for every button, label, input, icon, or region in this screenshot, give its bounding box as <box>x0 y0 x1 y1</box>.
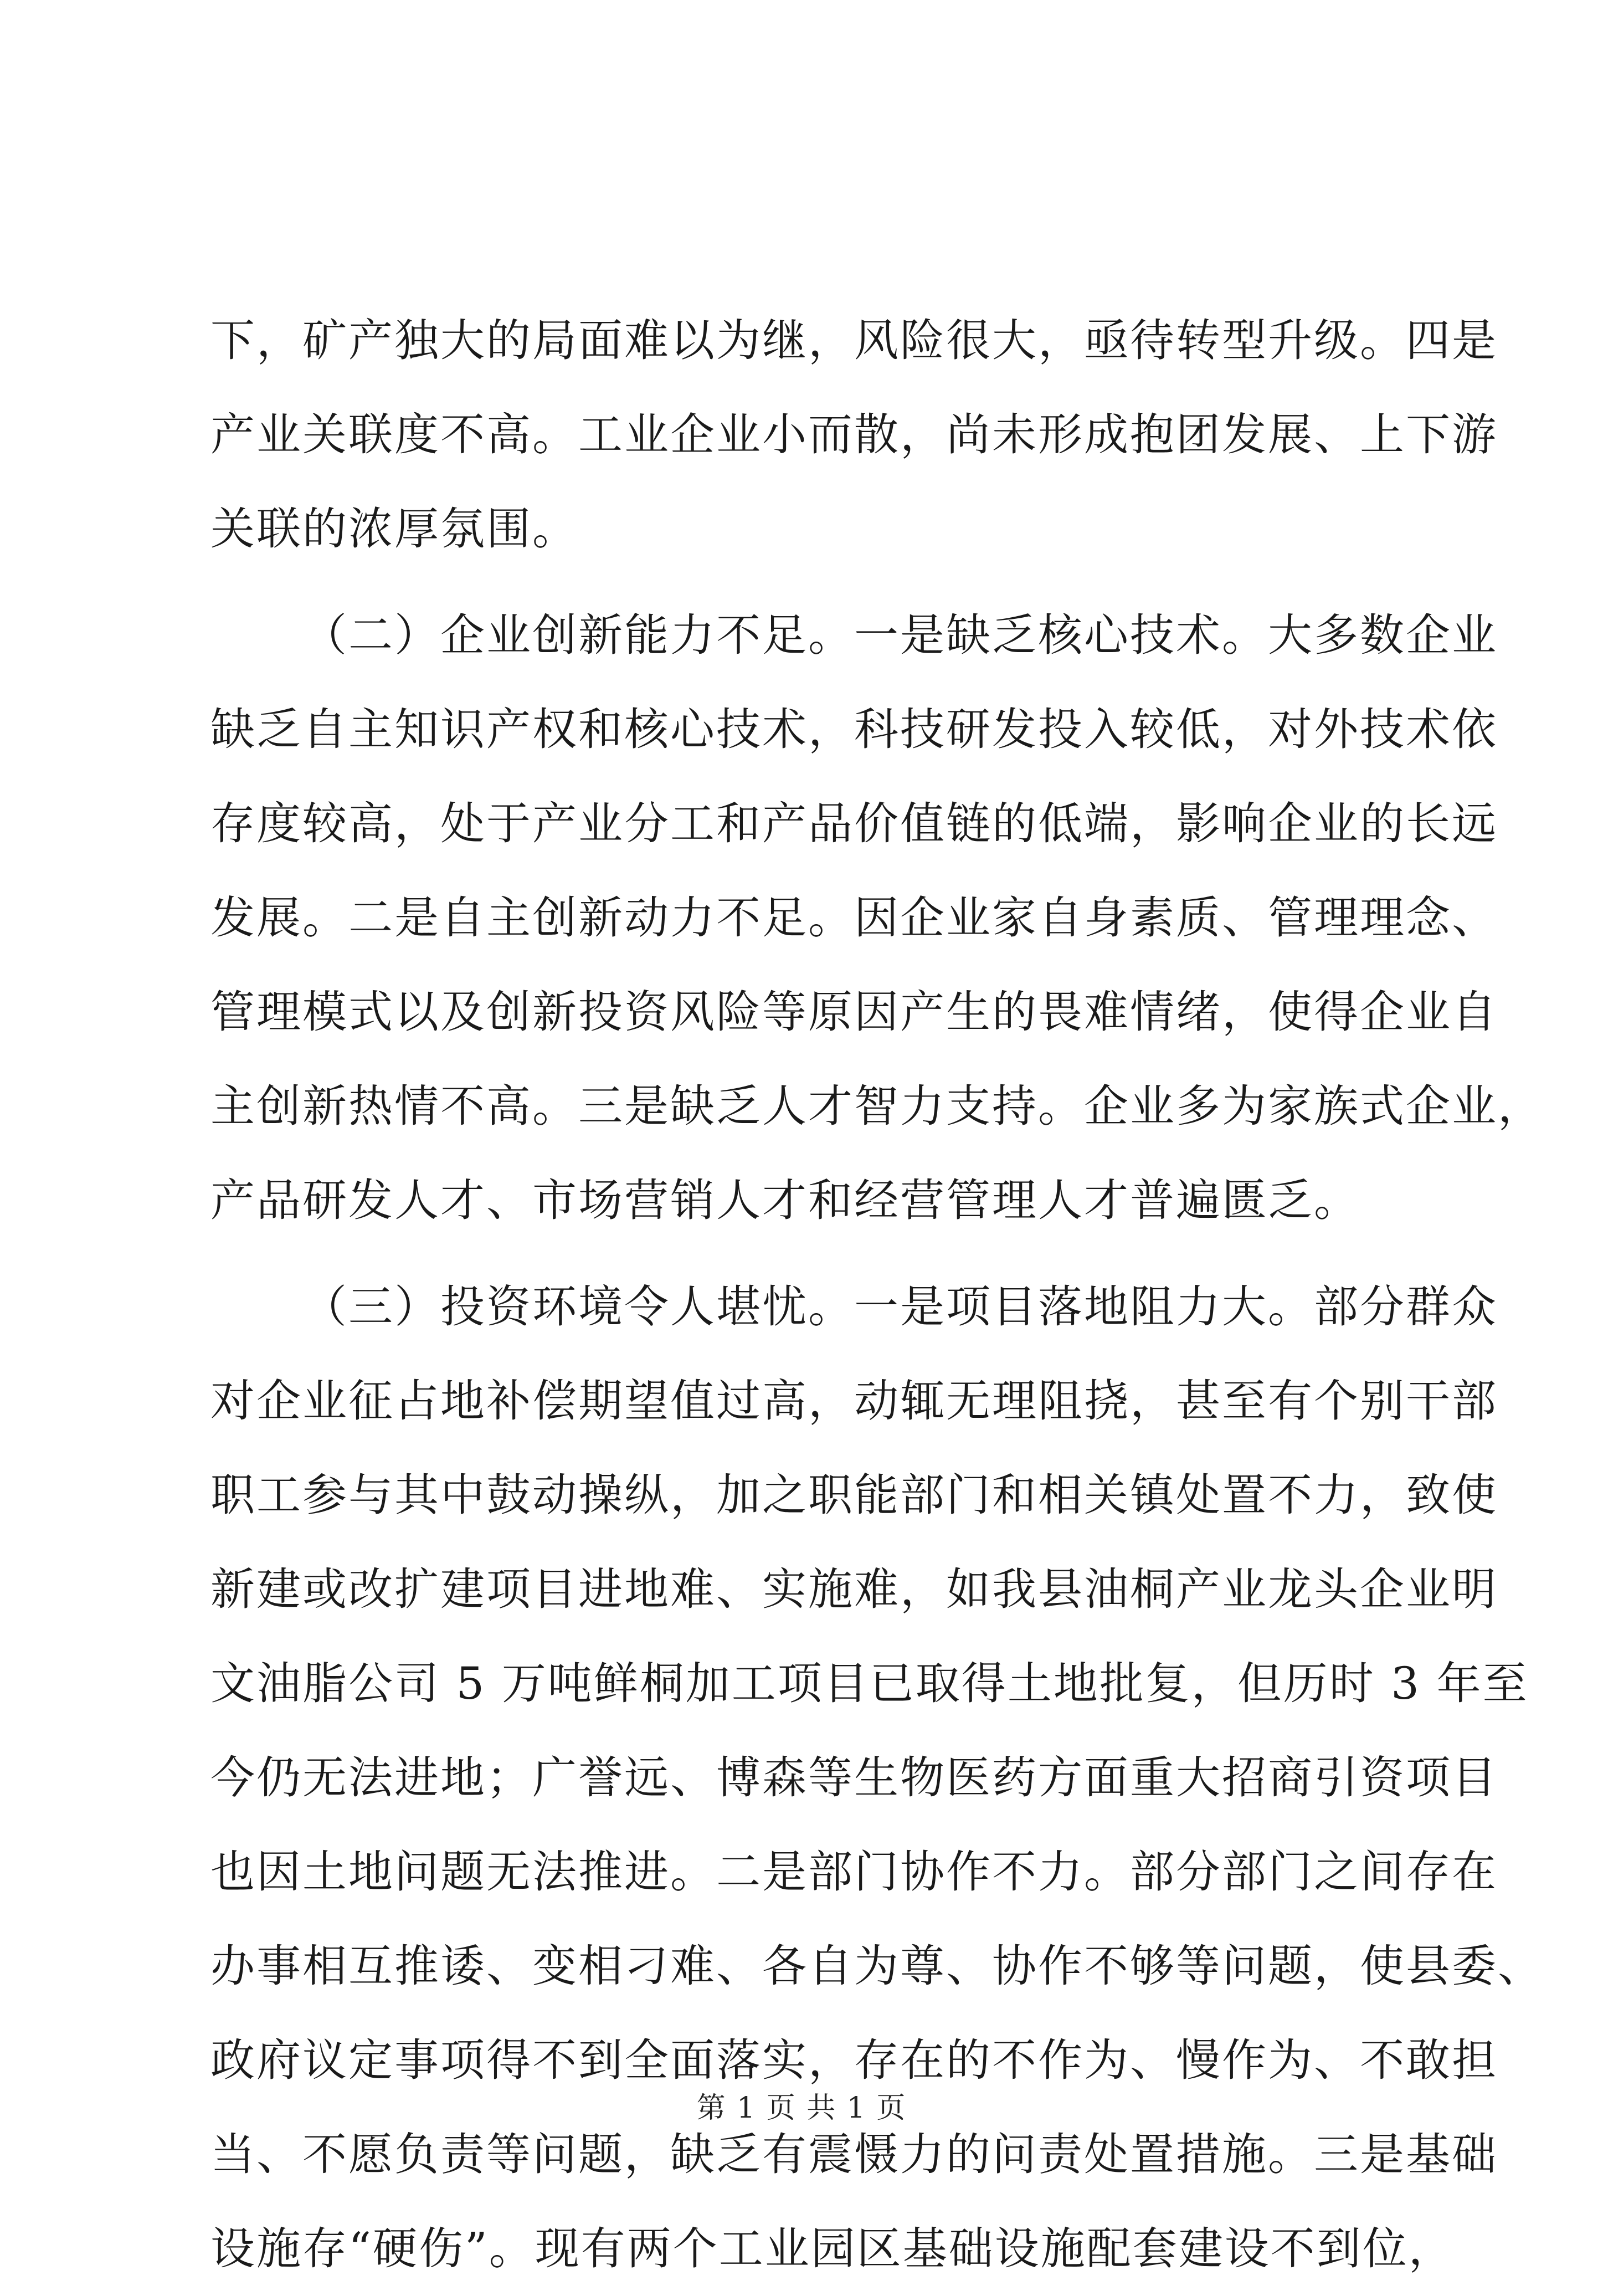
paragraph-3-line-1: （三）投资环境令人堪忧。一是项目落地阻力大。部分群众 <box>302 1281 1498 1332</box>
paragraph-2-line-4: 发展。二是自主创新动力不足。因企业家自身素质、管理理念、 <box>210 892 1498 944</box>
paragraph-1-line-3: 关联的浓厚氛围。 <box>210 503 578 555</box>
paragraph-3-line-5: 文油脂公司 5 万吨鲜桐加工项目已取得土地批复，但历时 3 年至 <box>210 1658 1529 1709</box>
paragraph-2-line-3: 存度较高，处于产业分工和产品价值链的低端，影响企业的长远 <box>210 798 1498 849</box>
paragraph-3-line-3: 职工参与其中鼓动操纵，加之职能部门和相关镇处置不力，致使 <box>210 1469 1498 1521</box>
paragraph-2-line-7: 产品研发人才、市场营销人才和经营管理人才普遍匮乏。 <box>210 1175 1360 1226</box>
paragraph-2-line-1: （二）企业创新能力不足。一是缺乏核心技术。大多数企业 <box>302 609 1498 661</box>
paragraph-3-line-11: 设施存“硬伤”。现有两个工业园区基础设施配套建设不到位， <box>210 2223 1455 2274</box>
paragraph-3-line-7: 也因土地问题无法推进。二是部门协作不力。部分部门之间存在 <box>210 1846 1498 1898</box>
paragraph-2-line-2: 缺乏自主知识产权和核心技术，科技研发投入较低，对外技术依 <box>210 704 1498 755</box>
page-footer-label: 第 1 页 共 1 页 <box>696 2092 907 2125</box>
paragraph-1-line-2: 产业关联度不高。工业企业小而散，尚未形成抱团发展、上下游 <box>210 409 1498 460</box>
paragraph-3-line-2: 对企业征占地补偿期望值过高，动辄无理阻挠，甚至有个别干部 <box>210 1375 1498 1427</box>
paragraph-2-line-5: 管理模式以及创新投资风险等原因产生的畏难情绪，使得企业自 <box>210 986 1498 1038</box>
paragraph-3-line-6: 今仍无法进地；广誉远、博森等生物医药方面重大招商引资项目 <box>210 1752 1498 1803</box>
paragraph-3-line-10: 当、不愿负责等问题，缺乏有震慑力的问责处置措施。三是基础 <box>210 2129 1498 2180</box>
paragraph-3-line-4: 新建或改扩建项目进地难、实施难，如我县油桐产业龙头企业明 <box>210 1564 1498 1615</box>
paragraph-1-line-1: 下，矿产独大的局面难以为继，风险很大，亟待转型升级。四是 <box>210 315 1498 366</box>
paragraph-2-line-6: 主创新热情不高。三是缺乏人才智力支持。企业多为家族式企业， <box>210 1080 1544 1132</box>
paragraph-3-line-9: 政府议定事项得不到全面落实，存在的不作为、慢作为、不敢担 <box>210 2034 1498 2086</box>
document-body <box>210 294 1544 2296</box>
paragraph-3-line-8: 办事相互推诿、变相刁难、各自为尊、协作不够等问题，使县委、 <box>210 1940 1544 1992</box>
